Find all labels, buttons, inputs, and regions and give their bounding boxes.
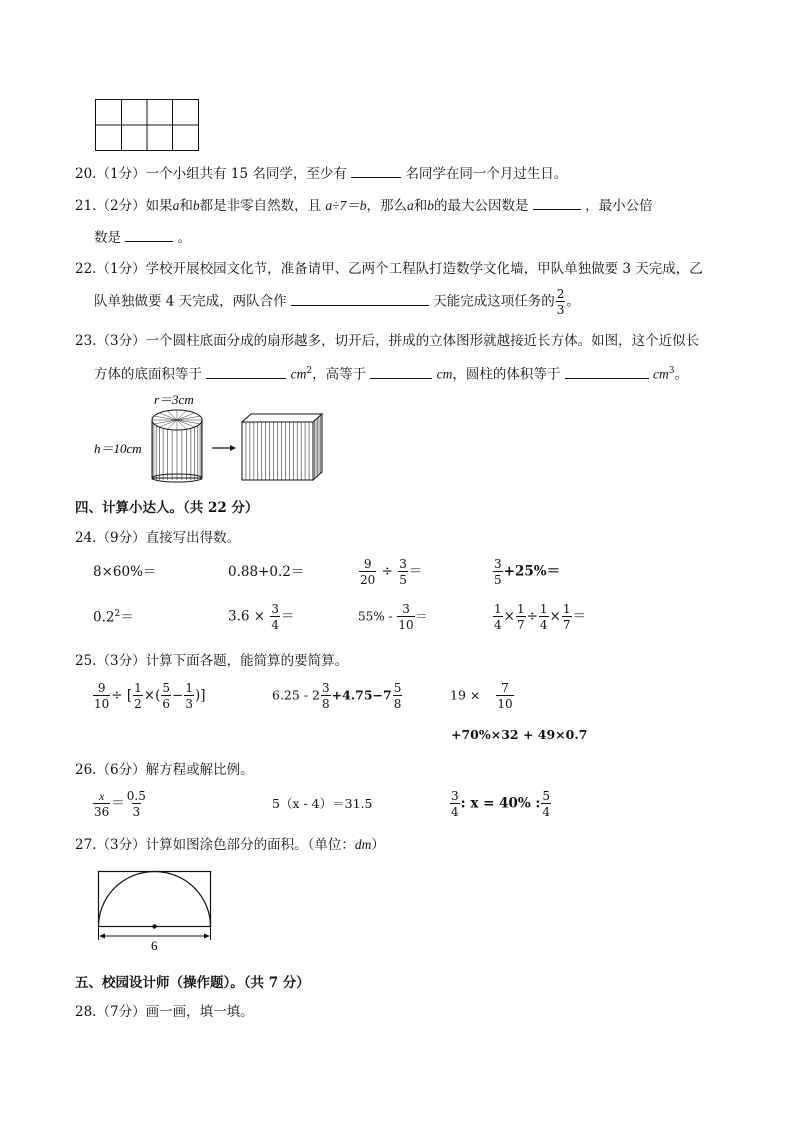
cuboid	[242, 414, 322, 480]
question-21-line2: 数是 。	[94, 227, 191, 248]
question-28: 28.（7分）画一画，填一填。	[75, 1004, 254, 1020]
answer-blank[interactable]	[533, 195, 581, 210]
expr-25-2: 6.25 - 2 $\frac{3}{8}$ +4.75−7 $\frac{5}{8}$	[272, 681, 402, 711]
question-20: 20.（1分）一个小组共有 15 名同学，至少有 名同学在同一个月过生日。	[75, 163, 567, 184]
question-27: 27.（3分）计算如图涂色部分的面积。（单位：dm）	[75, 837, 385, 853]
question-number: 20.	[75, 166, 97, 182]
expr-25-1: $\frac{9}{10}$ ÷ [ $\frac{1}{2}$ ×( $\frac{5}{6}$ − $\frac{1}{3}$ )]	[94, 681, 206, 711]
section-4-title: 四、计算小达人。（共 22 分）	[75, 500, 259, 516]
question-22-line2: 队单独做要 4 天完成，两队合作 天能完成这项任务的 $\frac{2}{3}$ 。	[94, 287, 580, 317]
expr-24-2: 0.88+0.2＝	[228, 564, 305, 580]
dimension-label: 6	[151, 938, 158, 953]
height-label: h＝10cm	[94, 441, 142, 456]
answer-blank[interactable]	[291, 291, 429, 306]
question-24: 24.（9分）直接写出得数。	[75, 530, 241, 546]
expr-26-2: 5（x - 4）＝31.5	[272, 796, 373, 811]
question-21: 21.（2分）如果a和b都是非零自然数，且 a÷7＝b，那么a和b的最大公因数是 ，最小公倍	[75, 195, 653, 216]
question-23: 23.（3分）一个圆柱底面分成的扇形越多，切开后，拼成的立体图形就越接近长方体。如图，这个近似长	[75, 333, 700, 349]
grid-figure	[95, 99, 201, 152]
expr-24-5: $0.2^2=$	[93, 609, 134, 626]
cylinder-figure	[92, 392, 332, 484]
answer-blank[interactable]	[565, 364, 649, 379]
expr-24-4: $\frac{3}{5}$ +25%＝	[494, 557, 561, 587]
semicircle-figure	[92, 866, 216, 954]
question-26: 26.（6分）解方程或解比例。	[75, 762, 254, 778]
question-score: （1分）	[96, 166, 146, 182]
expr-24-3: $\frac{9}{20}$ ÷ $\frac{3}{5}$ ＝	[360, 557, 423, 587]
cylinder	[152, 410, 202, 482]
expr-26-3: $\frac{3}{4}$ : x = 40% : $\frac{5}{4}$	[451, 789, 551, 819]
answer-blank[interactable]	[370, 364, 432, 379]
expr-25-3: 19 × $\frac{7}{10}$	[450, 681, 513, 711]
arrow-icon	[212, 445, 236, 451]
section-5-title: 五、校园设计师（操作题）。（共 7 分）	[75, 975, 310, 991]
answer-blank[interactable]	[351, 163, 401, 178]
question-25: 25.（3分）计算下面各题，能简算的要简算。	[75, 653, 349, 669]
answer-blank[interactable]	[206, 364, 286, 379]
expr-24-7: 55% - $\frac{3}{10}$ ＝	[358, 602, 428, 632]
expr-24-1: 8×60%＝	[93, 564, 157, 580]
radius-label: r＝3cm	[154, 392, 194, 407]
answer-blank[interactable]	[125, 227, 173, 242]
question-22: 22.（1分）学校开展校园文化节，准备请甲、乙两个工程队打造数学文化墙，甲队单独做要 3 天完成，乙	[75, 261, 703, 277]
expr-24-6: 3.6 × $\frac{3}{4}$ ＝	[228, 602, 295, 632]
expr-26-1: $\frac{x}{36}$ ＝ $\frac{0.5}{3}$	[94, 789, 146, 819]
question-23-line2: 方体的底面积等于 $cm^2$，高等于 cm，圆柱的体积等于 $cm^3$。	[94, 361, 688, 385]
expr-25-3-line2: +70%×32 + 49×0.7	[451, 727, 588, 742]
expr-24-8: $\frac{1}{4}$ × $\frac{1}{7}$ ÷ $\frac{1}{4}$ × $\frac{1}{7}$ ＝	[494, 602, 586, 632]
